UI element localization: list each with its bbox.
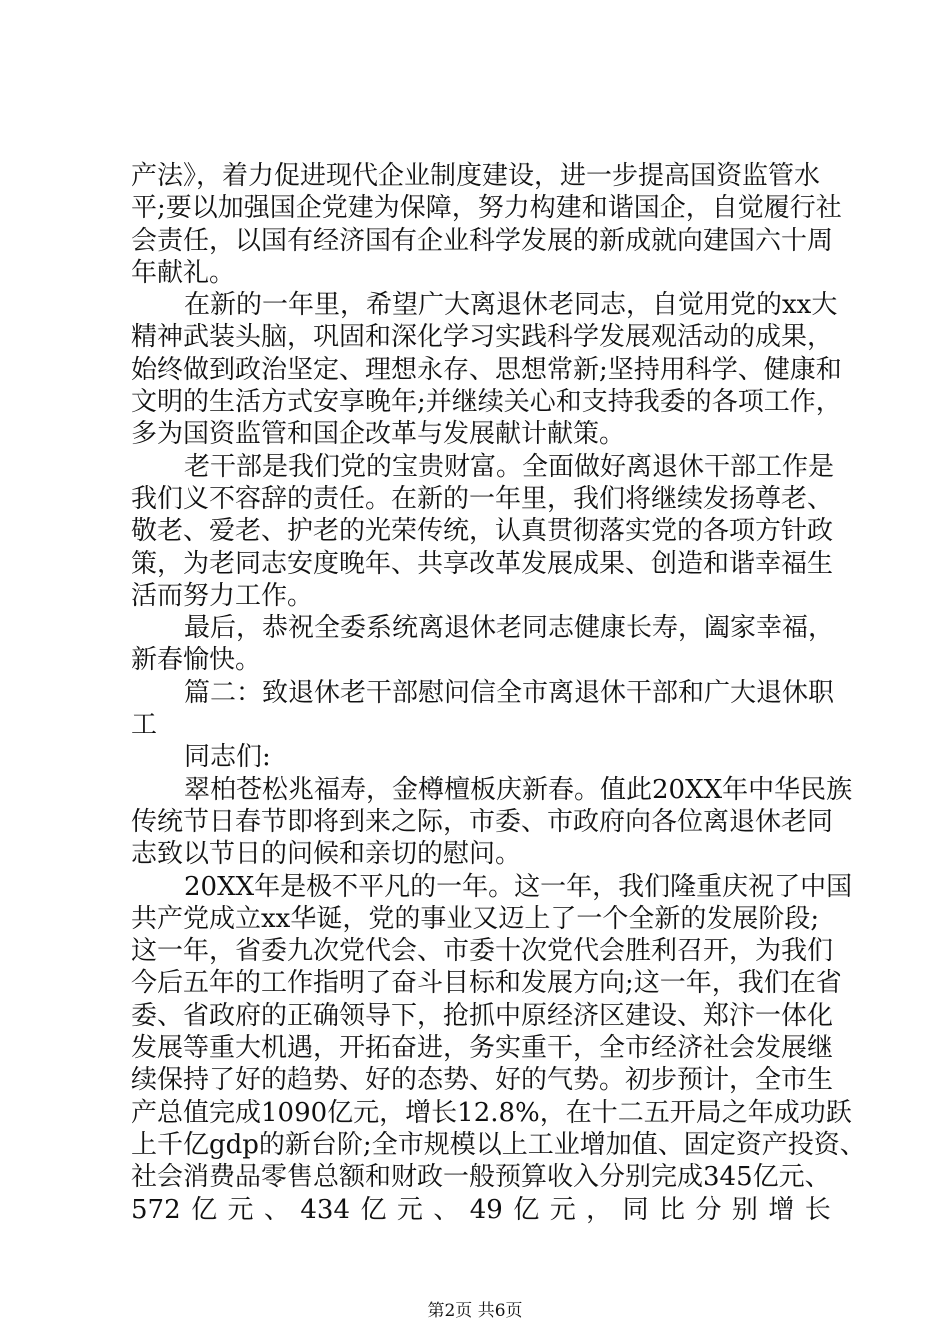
text-line: 年献礼。 (131, 257, 236, 288)
text-line: 策，为老同志安度晚年、共享改革发展成果、创造和谐幸福生 (131, 548, 834, 579)
text-line: 这一年，省委九次党代会、市委十次党代会胜利召开，为我们 (131, 936, 834, 967)
line-fragment: 亿 (191, 1194, 218, 1225)
line-fragment: 、 (433, 1194, 460, 1225)
text-line: 发展等重大机遇，开拓奋进，务实重干，全市经济社会发展继 (131, 1033, 834, 1064)
line-fragment: 434 (300, 1194, 351, 1225)
page-footer (0, 1296, 950, 1321)
paragraph-start-line: 20XX年是极不平凡的一年。这一年，我们隆重庆祝了中国 (184, 871, 853, 902)
page-number-label: 第2页 共6页 (427, 1301, 523, 1321)
line-fragment: 、 (263, 1194, 290, 1225)
text-line: 始终做到政治坚定、理想永存、思想常新;坚持用科学、健康和 (131, 354, 842, 385)
text-line: 产总值完成1090亿元，增长12.8%，在十二五开局之年成功跃 (131, 1097, 852, 1128)
line-fragment: 亿 (513, 1194, 540, 1225)
line-fragment: 元 (227, 1194, 254, 1225)
line-fragment: 同 (622, 1194, 649, 1225)
text-line: 多为国资监管和国企改革与发展献计献策。 (131, 419, 626, 450)
text-line: 文明的生活方式安享晚年;并继续关心和支持我委的各项工作， (131, 387, 842, 418)
line-fragment: 增 (768, 1194, 795, 1225)
justified-last-line (131, 1194, 831, 1226)
paragraph-start-line: 老干部是我们党的宝贵财富。全面做好离退休干部工作是 (184, 451, 835, 482)
text-line: 委、省政府的正确领导下，抢抓中原经济区建设、郑汴一体化 (131, 1000, 834, 1031)
salutation-line: 同志们: (184, 742, 271, 773)
line-fragment: 572 (131, 1194, 181, 1225)
line-fragment: 别 (731, 1194, 758, 1225)
text-line: 我们义不容辞的责任。在新的一年里，我们将继续发扬尊老、 (131, 483, 834, 514)
text-line: 共产党成立xx华诞，党的事业又迈上了一个全新的发展阶段; (131, 903, 820, 934)
paragraph-start-line: 在新的一年里，希望广大离退休老同志，自觉用党的xx大 (184, 290, 838, 321)
text-line: 续保持了好的趋势、好的态势、好的气势。初步预计，全市生 (131, 1065, 834, 1096)
line-fragment: 比 (659, 1194, 686, 1225)
text-line: 产法》，着力促进现代企业制度建设，进一步提高国资监管水 (131, 161, 821, 191)
text-line: 活而努力工作。 (131, 580, 314, 611)
text-line: 精神武装头脑，巩固和深化学习实践科学发展观活动的成果， (131, 322, 834, 353)
section-heading-line: 篇二：致退休老干部慰问信全市离退休干部和广大退休职 (184, 677, 835, 708)
line-fragment: 长 (804, 1194, 831, 1225)
paragraph-start-line: 翠柏苍松兆福寿，金樽檀板庆新春。值此20XX年中华民族 (184, 774, 853, 805)
line-fragment: 49 (469, 1194, 503, 1225)
text-line: 上千亿gdp的新台阶;全市规模以上工业增加值、固定资产投资、 (131, 1129, 866, 1160)
line-fragment: 亿 (360, 1194, 387, 1225)
document-body (131, 160, 866, 1226)
line-fragment: 元 (396, 1194, 423, 1225)
text-line: 今后五年的工作指明了奋斗目标和发展方向;这一年，我们在省 (131, 968, 842, 999)
text-line: 社会消费品零售总额和财政一般预算收入分别完成345亿元、 (131, 1162, 831, 1193)
paragraph-start-line: 最后，恭祝全委系统离退休老同志健康长寿，阖家幸福， (184, 613, 835, 644)
text-line: 志致以节日的问候和亲切的慰问。 (131, 839, 522, 870)
line-fragment: ， (586, 1194, 613, 1225)
text-line: 会责任，以国有经济国有企业科学发展的新成就向建国六十周 (131, 225, 834, 256)
text-line: 新春愉快。 (131, 645, 262, 676)
section-heading-line: 工 (131, 710, 158, 741)
text-line: 敬老、爱老、护老的光荣传统，认真贯彻落实党的各项方针政 (131, 516, 834, 547)
line-fragment: 元 (549, 1194, 576, 1225)
text-line: 平;要以加强国企党建为保障，努力构建和谐国企，自觉履行社 (131, 193, 842, 224)
text-line: 传统节日春节即将到来之际，市委、市政府向各位离退休老同 (131, 806, 834, 837)
line-fragment: 分 (695, 1194, 722, 1225)
